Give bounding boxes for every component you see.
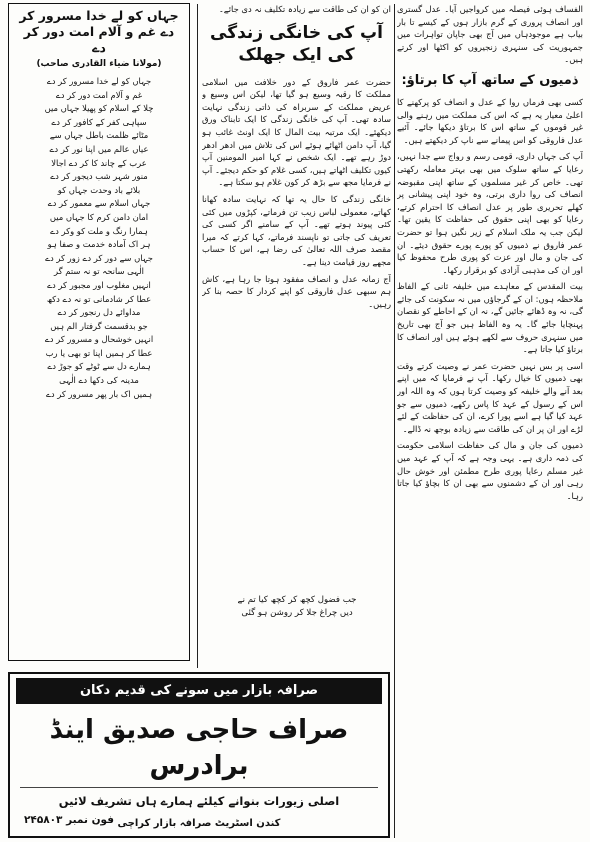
poem-line: سپاہی کفر کے کافور کر دے [51,116,147,127]
middle-intro-paragraph: ان کو ان کی طاقت سے زیادہ تکلیف نہ دی جائے۔ [218,4,391,14]
ad-divider [20,787,378,788]
right-paragraph-5: ذمیوں کی جان و مال کی حفاظت اسلامی حکومت کی ذمہ داری ہے۔ یہی وجہ ہے کہ آپ کے عہد میں غیر مسلم رعایا پوری طرح مطمئن اور خوش حال رہی اور ان کے دشمنوں سے بھی ان کا بچاؤ کیا جاتا رہا۔ [397,440,583,501]
poem-line: انہیں خوشحال و مسرور کر دے [44,334,154,345]
poem-line: جہاں سے دور کر دے زور کر دے [45,252,153,263]
middle-column [202,3,391,643]
right-intro-paragraph: الفساف ہوئی فیصلہ میں کرواجیں آیا۔ عدل گستری اور انصاف پروری کے گرم بازار ہوں کے کیسے تا بار بیاب ہے موجودہاں میں آج بھی جاپان تواہرات میں جمہوریت کی سنہری زنجیروں کو اکٹھا اور کرتے ہیں۔ [397,4,583,65]
poem-line: منور شہر شب دیجور کر دے [50,171,148,182]
ad-address: کندن اسٹریٹ صرافہ بازار کراچی [117,818,281,829]
right-paragraph-1: کسی بھی فرماں روا کے عدل و انصاف کو پرکھنے کا اعلیٰ معیار یہ ہے کہ اس کی مملکت میں رہنے والی غیر قوموں کے ساتھ اس کا برتاؤ دیکھا جائے۔ آئیے عدل فاروقی کو اس پیمانے سے ناپ کر دیکھتے ہیں۔ [397,96,583,145]
poem-line: جہاں کو لے خدا مسرور کر دے [46,76,152,86]
poem-line: عیاں عالم میں اپنا نور کر دے [49,143,149,154]
poem-line: عرب کے چاند کا کر دے اجالا [51,157,147,168]
right-column [397,3,583,839]
domestic-life-heading: آپ کی خانگی زندگی کی ایک جھلک [210,22,383,65]
poem-title: جہاں کو لے خدا مسرور کر دے غم و آلام امت دور کر دے [19,8,179,55]
poem-line: بلائے باد وحدت جہاں کو [57,184,141,195]
poem-line: مٹائے ظلمت باطل جہاں سے [49,130,149,141]
poem-line: جہاں اسلام سے معمور کر دے [47,198,151,209]
dhimmi-treatment-heading: ذمیوں کے ساتھ آپ کا برتاؤ: [401,72,579,88]
ad-top-banner: صرافہ بازار میں سونے کی قدیم دکان [16,678,382,704]
poem-line: غم و آلام امت دور کر دے [55,89,143,100]
poem-line: مداوائے دل رنجور کر دے [57,307,141,318]
middle-paragraph-1: حضرت عمر فاروق کے دور خلافت میں اسلامی مملکت کا رقبہ وسیع ہو گیا تھا، لیکن اس وسیع و عریض مملکت کے سربراہ کی ذاتی زندگی نہایت سادہ تھی۔ آپ کی خانگی زندگی کا ایک تابناک ورق دیکھئے۔ ایک مرتبہ بیت المال کا ایک اونٹ غائب ہو گیا، آپ دامن اٹھائے ہوئے اس کی تلاش میں ادھر ادھر دوڑ رہے تھے۔ ایک شخص نے کہا امیر المومنین آپ کیوں تکلیف اٹھاتے ہیں، کسی غلام کو حکم دیجئے۔ آپ نے فرمایا مجھ سے بڑھ کر کون غلام ہو سکتا ہے۔ [202,76,391,188]
poem-line: الٰہی سانحہ تو نہ ستم گر [54,266,144,277]
right-paragraph-3: بیت المقدس کے معاہدے میں خلیفہ ثانی کے الفاظ ملاحظہ ہوں: ان کے گرجاؤں میں نہ سکونت کی جائے گی، نہ وہ ڈھائے جائیں گے، نہ ان کے احاطے کو نقصان پہنچایا جائے گا۔ یہ وہ الفاظ ہیں جو آج بھی تاریخ میں سنہری حروف سے لکھے ہوئے ہیں اور انصاف کا برتاؤ کیا جاتا ہے۔ [397,281,583,355]
middle-paragraph-3: آج زمانہ عدل و انصاف مفقود ہوتا جا رہا ہے، کاش ہم سبھی عدل فاروقی کو اپنے کردار کا حصہ بنا کر رہیں۔ [202,273,391,309]
poem-box [8,3,190,661]
jeweller-advertisement [8,672,390,838]
column-rule-left [197,4,198,668]
poem-line: عطا کر ہمیں اپنا تو بھی یا رب [45,347,153,358]
ad-phone-number: فون نمبر ۲۴۵۸۰۳ [24,814,114,826]
poem-line: انہیں مغلوب اور مجبور کر دے [47,279,151,290]
closing-couplet [206,594,388,620]
middle-paragraph-2: خانگی زندگی کا حال یہ تھا کہ نہایت سادہ کھانا کھاتے، معمولی لباس زیب تن فرماتے، کپڑوں میں کئی کئی پیوند ہوتے تھے۔ آپ کے سامنے اگر کسی کی تعریف کی جاتی تو ناپسند فرماتے، کہا کرتے کہ میرا مقصد صرف اللہ تعالیٰ کی رضا ہے، اس کا حساب مجھے روز قیامت دینا ہے۔ [202,193,391,267]
right-paragraph-2: آپ کی جہاں داری، قومی رسم و رواج سے جدا نہیں، رعایا کے ساتھ سلوک میں بھی بہتر معاملہ رکھتی تھی۔ خاص کر غیر مسلموں کے ساتھ اپنی مقبوضہ انصاف کی روا داری برتی، وہ خود اپنی پیشانی پر کھلے تحریری طور پر عدل انصاف کا احترام کرتے، رعایا کو بھی اپنی حقوق کی حفاظت کا یقین تھا۔ لیکن جب یہ ملک اسلام کے زیر نگیں ہوا تو حضرت عمر فاروق نے ذمیوں کو پورے پورے حقوق دیئے۔ ان کی جان و مال اور عزت کو پوری طرح محفوظ کیا اور ان کی مذہبی آزادی کو برقرار رکھا۔ [397,151,583,275]
poem-line: جو بدقسمت گرفتار الم ہیں [50,320,148,331]
poem-line: چلا کے اسلام کو پھیلا جہاں میں [44,103,154,114]
ad-shop-name: صراف حاجی صدیق اینڈ برادرس [49,715,349,781]
poem-line: ہمیں اک بار پھر مسرور کر دے [45,388,153,399]
closing-line-2: دیں چراغ جلا کر روشن ہو گئی [241,608,353,618]
column-rule-right [394,4,395,838]
poem-line: ہمارے دل سے ٹوٹے کو جوڑ دے [47,361,151,372]
closing-line-1: جب فضول کچھ کر کچھ کیا تم نے [237,595,357,605]
poem-line: ہمارا رنگ و ملت کو وکر دے [50,225,148,236]
ad-offer-text: اصلی زیورات بنوانے کیلئے ہمارے ہاں تشریف لائیں [58,794,340,808]
poem-line: مدینہ کی دکھا دے الٰہی [59,375,139,386]
poem-line: ہر اک آمادہ خدمت و صفا ہو [47,239,151,250]
poem-line: عطا کر شادمانی تو نہ دے دکھ [46,293,152,304]
right-paragraph-4: اسی پر بس نہیں حضرت عمر نے وصیت کرتے وقت بھی ذمیوں کا خیال رکھا۔ آپ نے فرمایا کہ میں اپنے بعد آنے والے خلیفہ کو وصیت کرتا ہوں کہ وہ اللہ اور اس کے رسول کے عہد کا پاس رکھے، ذمیوں سے جو عہد کیا گیا ہے اسے پورا کرے، ان کی حفاظت کے لئے لڑے اور ان پر ان کی طاقت سے زیادہ بوجھ نہ ڈالے۔ [397,360,583,434]
poem-author: (مولانا ضیاء القادری صاحب) [36,59,162,69]
poem-line: امان دامن کرم کا جہاں میں [49,211,149,222]
